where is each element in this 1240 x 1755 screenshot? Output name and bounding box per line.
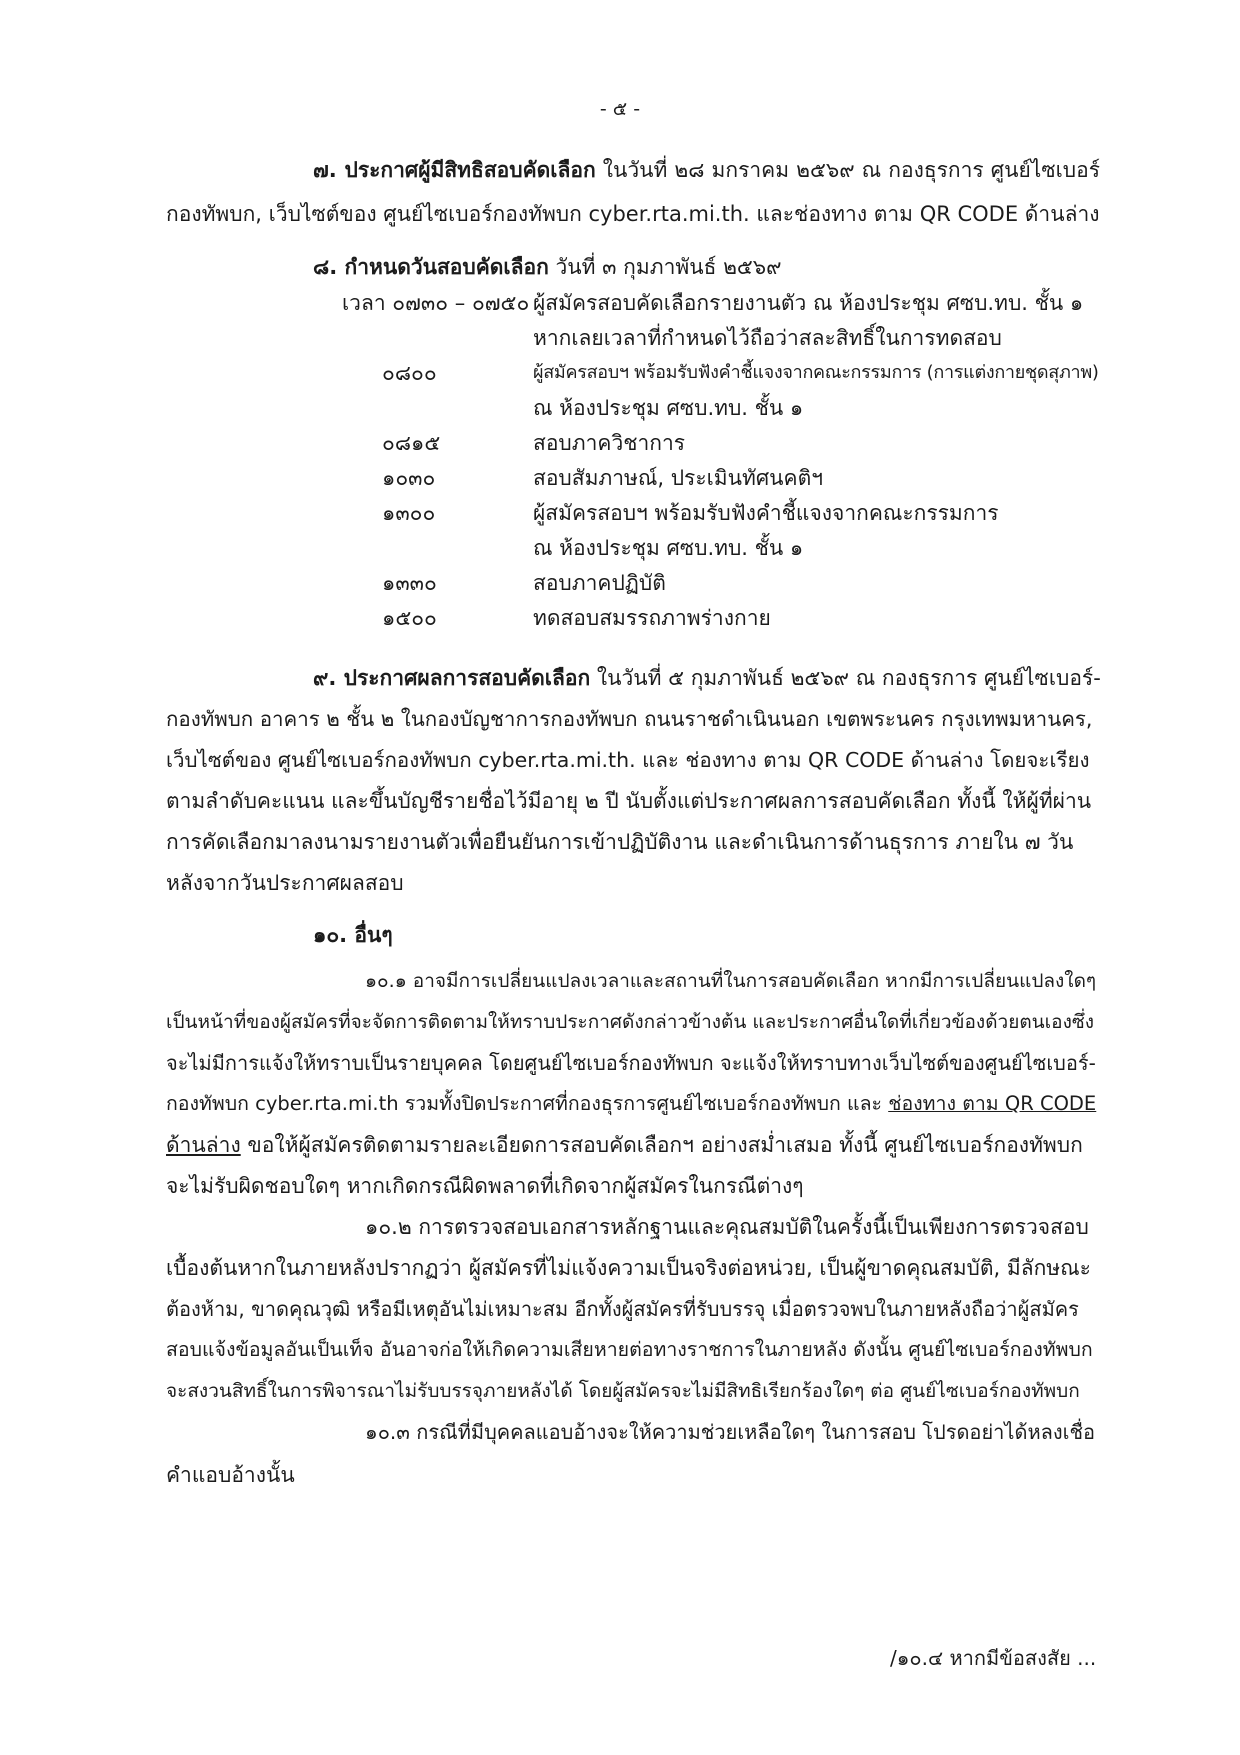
section-8-date: วันที่ ๓ กุมภาพันธ์ ๒๕๖๙ <box>548 255 782 279</box>
section-10-heading: ๑๐. อื่นๆ <box>313 923 393 947</box>
footer-continuation: /๑๐.๔ หากมีข้อสงสัย ... <box>890 1646 1097 1670</box>
schedule-activity: ณ ห้องประชุม ศซบ.ทบ. ชั้น ๑ <box>533 396 804 420</box>
section-7-heading: ๗. ประกาศผู้มีสิทธิสอบคัดเลือก <box>313 158 596 182</box>
schedule-time: ๑๓๐๐ <box>382 501 436 525</box>
schedule-activity: ทดสอบสมรรถภาพร่างกาย <box>533 606 771 630</box>
section-10-1-line: จะไม่มีการแจ้งให้ทราบเป็นรายบุคคล โดยศูนย์ไซเบอร์กองทัพบก จะแจ้งให้ทราบทางเว็บไซต์ของศูนย์ไซเบอร์- <box>166 1051 1096 1075</box>
schedule-time: เวลา ๐๗๓๐ – ๐๗๕๐ <box>342 291 530 315</box>
section-9-text: ในวันที่ ๕ กุมภาพันธ์ ๒๕๖๙ ณ กองธุรการ ศูนย์ไซเบอร์- <box>590 666 1101 690</box>
schedule-activity: สอบภาคปฏิบัติ <box>533 571 666 595</box>
section-10-1-text: กองทัพบก cyber.rta.mi.th รวมทั้งปิดประกาศที่กองธุรการศูนย์ไซเบอร์กองทัพบก และ <box>166 1092 889 1115</box>
schedule-activity: ผู้สมัครสอบฯ พร้อมรับฟังคำชี้แจงจากคณะกรรมการ (การแต่งกายชุดสุภาพ) <box>533 362 1099 383</box>
section-9-line: หลังจากวันประกาศผลสอบ <box>166 871 404 895</box>
section-10-2-line: เบื้องต้นหากในภายหลังปรากฏว่า ผู้สมัครที่ไม่แจ้งความเป็นจริงต่อหน่วย, เป็นผู้ขาดคุณสมบัติ, มีลักษณะ <box>166 1256 1091 1280</box>
schedule-activity: สอบสัมภาษณ์, ประเมินทัศนคติฯ <box>533 466 824 490</box>
section-10-1-line: เป็นหน้าที่ของผู้สมัครที่จะจัดการติดตามให้ทราบประกาศดังกล่าวข้างต้น และประกาศอื่นใดที่เกี่ยวข้องด้วยตนเองซึ่ง <box>166 1011 1095 1033</box>
section-10-1-line <box>166 1089 1096 1119</box>
below-underlined: ด้านล่าง <box>166 1133 241 1157</box>
section-10-1-line: ๑๐.๑ อาจมีการเปลี่ยนแปลงเวลาและสถานที่ในการสอบคัดเลือก หากมีการเปลี่ยนแปลงใดๆ <box>365 970 1097 992</box>
section-8-heading-line <box>313 252 782 282</box>
page-number: - ๕ - <box>599 98 641 120</box>
section-10-2-line: จะสงวนสิทธิ์ในการพิจารณาไม่รับบรรจุภายหลังได้ โดยผู้สมัครจะไม่มีสิทธิเรียกร้องใดๆ ต่อ ศูนย์ไซเบอร์กองทัพบก <box>166 1380 1080 1402</box>
schedule-time: ๑๕๐๐ <box>382 606 437 630</box>
section-9-line: ตามลำดับคะแนน และขึ้นบัญชีรายชื่อไว้มีอายุ ๒ ปี นับตั้งแต่ประกาศผลการสอบคัดเลือก ทั้งนี้ ให้ผู้ที่ผ่าน <box>166 789 1092 813</box>
schedule-activity: ณ ห้องประชุม ศซบ.ทบ. ชั้น ๑ <box>533 536 804 560</box>
qr-channel-underlined: ช่องทาง ตาม QR CODE <box>888 1092 1097 1115</box>
section-10-2-line: สอบแจ้งข้อมูลอันเป็นเท็จ อันอาจก่อให้เกิดความเสียหายต่อทางราชการในภายหลัง ดังนั้น ศูนย์ไซเบอร์กองทัพบก <box>166 1338 1093 1361</box>
schedule-time: ๑๓๓๐ <box>382 571 437 595</box>
section-9-line-1 <box>313 663 1100 693</box>
schedule-activity: หากเลยเวลาที่กำหนดไว้ถือว่าสละสิทธิ์ในการทดสอบ <box>533 326 1002 350</box>
section-9-line: กองทัพบก อาคาร ๒ ชั้น ๒ ในกองบัญชาการกองทัพบก ถนนราชดำเนินนอก เขตพระนคร กรุงเทพมหานคร, <box>166 707 1093 731</box>
section-10-1-line: จะไม่รับผิดชอบใดๆ หากเกิดกรณีผิดพลาดที่เกิดจากผู้สมัครในกรณีต่างๆ <box>166 1174 804 1198</box>
schedule-time: ๐๘๐๐ <box>382 361 437 385</box>
schedule-activity: ผู้สมัครสอบฯ พร้อมรับฟังคำชี้แจงจากคณะกรรมการ <box>533 501 999 525</box>
section-10-1-line <box>166 1130 1083 1160</box>
schedule-activity: สอบภาควิชาการ <box>533 431 686 455</box>
section-7-line-2: กองทัพบก, เว็บไซต์ของ ศูนย์ไซเบอร์กองทัพบก cyber.rta.mi.th. และช่องทาง ตาม QR CODE ด้านล่าง <box>166 202 1100 226</box>
section-8-heading: ๘. กำหนดวันสอบคัดเลือก <box>313 255 549 279</box>
schedule-time: ๑๐๓๐ <box>382 466 436 490</box>
section-9-line: การคัดเลือกมาลงนามรายงานตัวเพื่อยืนยันการเข้าปฏิบัติงาน และดำเนินการด้านธุรการ ภายใน ๗ วัน <box>166 830 1074 854</box>
schedule-time: ๐๘๑๕ <box>382 431 441 455</box>
section-9-heading: ๙. ประกาศผลการสอบคัดเลือก <box>313 666 591 690</box>
section-10-3-line: ๑๐.๓ กรณีที่มีบุคคลแอบอ้างจะให้ความช่วยเหลือใดๆ ในการสอบ โปรดอย่าได้หลงเชื่อ <box>365 1420 1096 1444</box>
section-7-text: ในวันที่ ๒๘ มกราคม ๒๕๖๙ ณ กองธุรการ ศูนย์ไซเบอร์ <box>595 158 1100 182</box>
section-10-1-text: ขอให้ผู้สมัครติดตามรายละเอียดการสอบคัดเลือกฯ อย่างสม่ำเสมอ ทั้งนี้ ศูนย์ไซเบอร์กองทัพบก <box>240 1133 1083 1157</box>
schedule-activity: ผู้สมัครสอบคัดเลือกรายงานตัว ณ ห้องประชุม ศซบ.ทบ. ชั้น ๑ <box>533 291 1084 315</box>
section-10-2-line: ต้องห้าม, ขาดคุณวุฒิ หรือมีเหตุอันไม่เหมาะสม อีกทั้งผู้สมัครที่รับบรรจุ เมื่อตรวจพบในภายหลังถือว่าผู้สมัคร <box>166 1297 1079 1321</box>
section-10-3-line: คำแอบอ้างนั้น <box>166 1463 295 1487</box>
section-9-line: เว็บไซต์ของ ศูนย์ไซเบอร์กองทัพบก cyber.rta.mi.th. และ ช่องทาง ตาม QR CODE ด้านล่าง โดยจะเรียง <box>166 748 1090 772</box>
section-10-2-line: ๑๐.๒ การตรวจสอบเอกสารหลักฐานและคุณสมบัติในครั้งนี้เป็นเพียงการตรวจสอบ <box>365 1215 1089 1239</box>
section-7-line-1 <box>313 155 1100 185</box>
